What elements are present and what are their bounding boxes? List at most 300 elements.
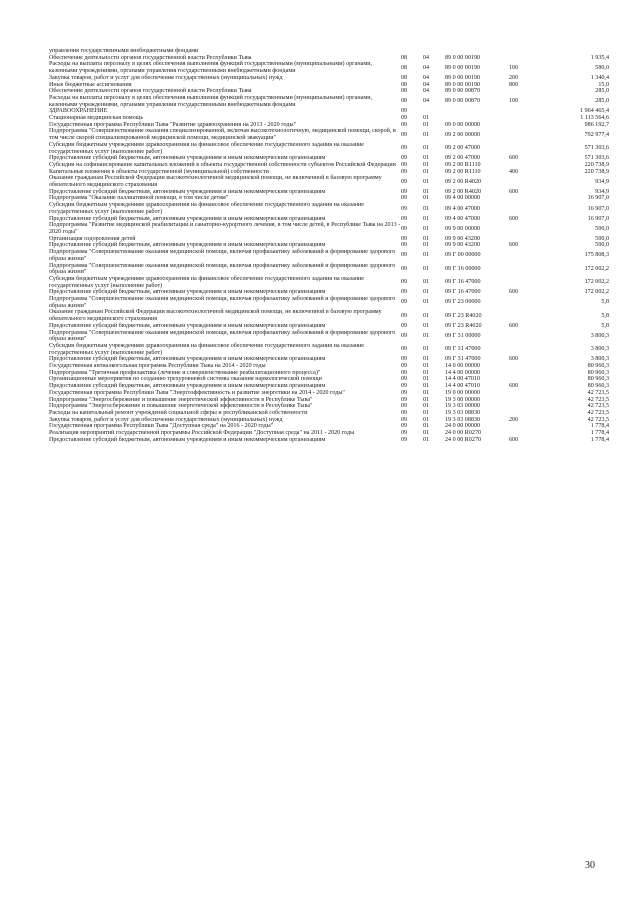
row-name: управления государственными внебюджетными фондами (49, 48, 199, 54)
row-amount: 80 960,3 (587, 363, 609, 370)
row-expense-type: 600 (509, 322, 519, 329)
table-row (49, 162, 609, 169)
row-amount: 15,0 (598, 81, 609, 88)
row-name: Иные бюджетные ассигнования (49, 81, 132, 88)
row-subsection: 01 (423, 363, 430, 370)
row-name: Государственная программа Республики Тыва "Развитие здравоохранения на 2013 - 2020 годы" (49, 121, 297, 128)
row-amount: 792 977,4 (584, 131, 609, 138)
row-subsection: 01 (423, 423, 430, 430)
row-subsection: 01 (423, 396, 430, 403)
row-target-article: 19 3 03 00000 (445, 403, 481, 410)
row-expense-type: 600 (509, 215, 519, 222)
row-subsection: 01 (423, 299, 430, 306)
row-name: Предоставление субсидий бюджетным, автономным учреждениям и иным некоммерческим организациям (49, 383, 326, 390)
row-amount: 42 723,5 (587, 403, 609, 410)
row-expense-type: 600 (509, 242, 519, 249)
row-section: 09 (401, 369, 408, 376)
row-expense-type (509, 162, 541, 169)
row-section: 09 (401, 299, 408, 306)
row-expense-type (509, 142, 541, 155)
row-expense-type (509, 390, 541, 397)
row-subsection: 01 (423, 356, 430, 363)
row-section: 09 (401, 168, 408, 175)
row-target-article: 14 4 00 47010 (445, 376, 481, 383)
row-subsection: 01 (423, 436, 430, 443)
row-section: 08 (401, 88, 408, 95)
row-target-article: 09 Г 23 R4020 (445, 312, 482, 319)
budget-table-container (49, 48, 609, 443)
row-amount: 500,0 (595, 235, 609, 242)
table-row (49, 61, 609, 74)
row-section: 09 (401, 115, 408, 122)
row-target-article: 09 2 00 R1110 (445, 168, 481, 175)
row-target-article: 24 0 00 00000 (445, 423, 481, 430)
row-expense-type: 100 (509, 64, 519, 71)
row-name: Субсидии бюджетным учреждениям здравоохранения на финансовое обеспечение государственного задания на оказание государственных услуг (выполнение работ) (49, 275, 365, 289)
row-target-article: 09 Г 31 00000 (445, 332, 481, 339)
row-expense-type (509, 249, 541, 262)
row-section: 09 (401, 121, 408, 128)
row-subsection: 01 (423, 225, 430, 232)
row-section: 09 (401, 235, 408, 242)
row-section: 09 (401, 322, 408, 329)
row-expense-type (509, 410, 541, 417)
row-section: 09 (401, 145, 408, 152)
row-name: Предоставление субсидий бюджетным, автономным учреждениям и иным некоммерческим организациям (49, 215, 326, 222)
row-name: Подпрограмма "Совершенствование оказания медицинской помощи, включая профилактику заболеваний и формирование здорового образа жизни" (49, 249, 396, 262)
row-amount: 80 960,3 (587, 376, 609, 383)
row-expense-type: 100 (509, 98, 519, 105)
row-section: 09 (401, 195, 408, 202)
row-target-article (445, 108, 509, 115)
row-name: Государственная программа Республики Тыва "Доступная среда" на 2016 - 2020 годы" (49, 423, 274, 430)
row-expense-type (509, 296, 541, 309)
row-amount: 5,8 (601, 322, 609, 329)
row-name: Подпрограмма "Развитие медицинской реабилитации и санаторно-курортного лечения, в том числе детей, в Республике Тыва на 2013 - 2020 годы" (49, 222, 401, 235)
row-subsection: 01 (423, 205, 430, 212)
row-amount: 1 113 564,6 (580, 115, 609, 122)
row-target-article: 19 3 00 00000 (445, 396, 481, 403)
row-subsection: 01 (423, 332, 430, 339)
row-section: 09 (401, 346, 408, 353)
row-amount: 220 738,9 (584, 168, 609, 175)
table-row (49, 175, 609, 188)
row-expense-type: 400 (509, 168, 519, 175)
row-name: Подпрограмма "Оказание паллиативной помощи, в том числе детям" (49, 195, 229, 202)
row-name: Субсидии бюджетным учреждениям здравоохранения на финансовое обеспечение государственного задания на оказание государственных услуг (выполнение работ) (49, 202, 365, 215)
row-target-article: 09 Г 16 00000 (445, 265, 481, 272)
row-section: 09 (401, 363, 408, 370)
row-section: 09 (401, 215, 408, 222)
table-row (49, 363, 609, 370)
table-row (49, 222, 609, 235)
row-subsection: 01 (423, 265, 430, 272)
row-expense-type (509, 115, 541, 122)
row-subsection: 04 (423, 64, 430, 71)
row-target-article (445, 115, 509, 122)
row-section: 09 (401, 396, 408, 403)
row-expense-type (509, 195, 541, 202)
row-amount: 5,8 (601, 299, 609, 306)
row-name: Субсидии на софинансирование капитальных вложений в объекты государственной собственности субъектов Российской Федерации (49, 161, 396, 168)
row-subsection: 01 (423, 376, 430, 383)
row-target-article (445, 48, 509, 55)
row-section: 09 (401, 188, 408, 195)
table-row (49, 202, 609, 215)
row-expense-type: 200 (509, 74, 519, 81)
table-row (49, 48, 609, 55)
row-section: 09 (401, 131, 408, 138)
row-amount: 285,0 (595, 98, 609, 105)
row-subsection: 01 (423, 430, 430, 437)
row-target-article: 19 0 00 00000 (445, 389, 481, 396)
row-target-article: 09 2 00 R4020 (445, 188, 482, 195)
row-expense-type (509, 363, 541, 370)
row-amount: 16 907,0 (587, 205, 609, 212)
row-subsection: 01 (423, 161, 430, 168)
row-target-article: 09 Г 23 R4020 (445, 322, 482, 329)
row-subsection: 01 (423, 115, 430, 122)
table-row (49, 383, 609, 390)
row-amount: 3 800,3 (590, 332, 609, 339)
row-name: Подпрограмма "Третичная профилактика (лечение и совершенствование реабилитационного процесса)" (49, 369, 321, 376)
row-amount: 16 907,0 (587, 215, 609, 222)
row-amount: 1 778,4 (590, 430, 609, 437)
row-expense-type (509, 122, 541, 129)
row-target-article: 09 Г 31 47000 (445, 356, 481, 363)
row-amount: 80 960,3 (587, 383, 609, 390)
row-subsection (423, 48, 445, 55)
row-expense-type (509, 108, 541, 115)
table-row (49, 276, 609, 289)
row-subsection: 01 (423, 279, 430, 286)
row-amount: 580,0 (595, 64, 609, 71)
row-amount: 571 303,6 (584, 155, 609, 162)
row-section: 09 (401, 242, 408, 249)
row-subsection: 04 (423, 88, 430, 95)
table-row (49, 75, 609, 82)
row-section: 09 (401, 416, 408, 423)
row-target-article: 09 4 00 00000 (445, 195, 481, 202)
row-expense-type (509, 236, 541, 243)
row-target-article: 89 0 00 00190 (445, 64, 481, 71)
row-section: 09 (401, 430, 408, 437)
row-section: 09 (401, 332, 408, 339)
table-row (49, 249, 609, 262)
row-expense-type: 200 (509, 416, 519, 423)
row-target-article: 09 4 00 47000 (445, 215, 481, 222)
row-subsection: 04 (423, 74, 430, 81)
row-expense-type (509, 263, 541, 276)
row-expense-type: 600 (509, 436, 519, 443)
row-target-article: 14 4 00 47010 (445, 383, 481, 390)
row-amount: 220 738,9 (584, 161, 609, 168)
row-subsection: 04 (423, 98, 430, 105)
row-subsection: 01 (423, 383, 430, 390)
row-target-article: 09 2 00 00000 (445, 131, 481, 138)
row-amount: 1 964 465,4 (580, 108, 609, 115)
row-name: Оказание гражданам Российской Федерации высокотехнологичной медицинской помощи, не включенной в базовую программу обязательного медицинского страхования (49, 175, 382, 189)
row-expense-type: 600 (509, 155, 519, 162)
row-amount: 934,9 (595, 178, 609, 185)
row-name: Организация оздоровления детей (49, 235, 136, 242)
row-name: Подпрограмма "Совершенствование оказания медицинской помощи, включая профилактику заболеваний и формирование здорового образа жизни" (49, 262, 396, 276)
row-target-article: 09 2 00 R1110 (445, 161, 481, 168)
row-section: 09 (401, 155, 408, 162)
row-subsection: 01 (423, 145, 430, 152)
row-expense-type: 600 (509, 383, 519, 390)
row-amount: 42 723,5 (587, 409, 609, 416)
row-section: 08 (401, 64, 408, 71)
row-subsection: 01 (423, 369, 430, 376)
row-amount: 571 303,6 (584, 145, 609, 152)
row-target-article: 09 Г 00 00000 (445, 252, 481, 259)
table-row (49, 155, 609, 162)
row-amount: 500,0 (595, 225, 609, 232)
row-expense-type: 600 (509, 188, 519, 195)
row-name: Организационные мероприятия по созданию трехуровневой системы оказания наркологической помощи (49, 376, 322, 383)
row-amount: 175 808,3 (584, 252, 609, 259)
row-section: 09 (401, 356, 408, 363)
row-name: Обеспечение деятельности органов государственной власти Республики Тыва (49, 88, 252, 95)
row-amount: 500,0 (595, 242, 609, 249)
row-target-article: 89 0 00 00190 (445, 81, 481, 88)
row-name: Предоставление субсидий бюджетным, автономным учреждениям и иным некоммерческим организациям (49, 242, 326, 249)
row-subsection: 01 (423, 155, 430, 162)
table-row (49, 108, 609, 115)
row-name: Государственная антиалкогольная программа Республики Тыва на 2014 - 2020 годы (49, 363, 266, 370)
row-amount: 934,9 (595, 188, 609, 195)
row-section: 09 (401, 376, 408, 383)
row-amount: 1 340,4 (590, 74, 609, 81)
row-section: 09 (401, 225, 408, 232)
table-row (49, 343, 609, 356)
row-expense-type (509, 330, 541, 343)
row-amount: 172 002,2 (584, 279, 609, 286)
row-target-article: 09 2 00 R4020 (445, 178, 482, 185)
row-target-article: 09 9 00 43200 (445, 242, 481, 249)
row-subsection: 01 (423, 289, 430, 296)
row-name: Предоставление субсидий бюджетным, автономным учреждениям и иным некоммерческим организациям (49, 155, 326, 162)
row-subsection: 04 (423, 81, 430, 88)
row-subsection (423, 108, 445, 115)
row-name: Обеспечение деятельности органов государственной власти Республики Тыва (49, 54, 252, 61)
table-row (49, 296, 609, 309)
row-amount: 16 907,0 (587, 195, 609, 202)
table-row (49, 263, 609, 276)
row-target-article: 19 3 03 08830 (445, 416, 481, 423)
row-expense-type: 600 (509, 356, 519, 363)
row-subsection: 01 (423, 346, 430, 353)
row-expense-type (509, 55, 541, 62)
row-section: 09 (401, 205, 408, 212)
row-subsection: 01 (423, 389, 430, 396)
row-target-article: 24 0 00 R0270 (445, 430, 482, 437)
row-target-article: 09 0 00 00000 (445, 121, 481, 128)
row-expense-type (509, 88, 541, 95)
row-target-article: 09 2 00 47000 (445, 155, 481, 162)
row-section: 09 (401, 289, 408, 296)
row-amount: 1 778,4 (590, 423, 609, 430)
row-amount: 172 002,2 (584, 265, 609, 272)
row-subsection: 01 (423, 121, 430, 128)
row-subsection: 01 (423, 215, 430, 222)
table-row (49, 115, 609, 122)
row-target-article: 09 Г 16 47000 (445, 289, 481, 296)
row-amount: 285,0 (595, 88, 609, 95)
row-name: Предоставление субсидий бюджетным, автономным учреждениям и иным некоммерческим организациям (49, 356, 326, 363)
row-subsection: 01 (423, 242, 430, 249)
row-section: 09 (401, 403, 408, 410)
row-name: Подпрограмма "Энергосбережение и повышение энергетической эффективности в Республике Тыва" (49, 403, 313, 410)
table-row (49, 437, 609, 444)
row-target-article: 09 Г 31 47000 (445, 346, 481, 353)
row-section: 09 (401, 409, 408, 416)
row-amount: 42 723,5 (587, 396, 609, 403)
row-name: Расходы на выплаты персоналу в целях обеспечения выполнения функций государственными (муниципальными) органами, казенными учреждениями, органами управления государственными внебюджетными фондами (49, 94, 372, 108)
row-name: Расходы на выплаты персоналу в целях обеспечения выполнения функций государственными (муниципальными) органами, казенными учреждениями, органами управления государственными внебюджетными фондами (49, 61, 372, 75)
row-expense-type (509, 276, 541, 289)
row-amount: 42 723,5 (587, 416, 609, 423)
row-section: 08 (401, 81, 408, 88)
row-amount: 3 800,3 (590, 356, 609, 363)
budget-table (49, 48, 609, 443)
row-expense-type (509, 202, 541, 215)
row-expense-type (509, 222, 541, 235)
row-name: Субсидии бюджетным учреждениям здравоохранения на финансовое обеспечение государственного задания на оказание государственных услуг (выполнение работ) (49, 141, 365, 155)
row-target-article: 09 Г 23 00000 (445, 299, 481, 306)
row-name: Субсидии бюджетным учреждениям здравоохранения на финансовое обеспечение государственного задания на оказание государственных услуг (выполнение работ) (49, 342, 365, 356)
page-number: 30 (585, 860, 595, 871)
row-amount: 5,8 (601, 312, 609, 319)
row-section: 09 (401, 178, 408, 185)
row-subsection: 01 (423, 252, 430, 259)
row-section: 09 (401, 436, 408, 443)
row-expense-type (509, 430, 541, 437)
row-amount: 172 002,2 (584, 289, 609, 296)
row-name: Предоставление субсидий бюджетным, автономным учреждениям и иным некоммерческим организациям (49, 436, 326, 443)
row-name: Реализация мероприятий государственной программы Российской Федерации "Доступная среда" на 2011 - 2020 годы (49, 430, 355, 437)
row-expense-type (509, 343, 541, 356)
row-section: 08 (401, 74, 408, 81)
row-expense-type (509, 403, 541, 410)
row-name: Предоставление субсидий бюджетным, автономным учреждениям и иным некоммерческим организациям (49, 322, 326, 329)
budget-table-body (49, 48, 609, 443)
table-row (49, 95, 609, 108)
row-subsection: 01 (423, 195, 430, 202)
row-amount: 80 960,3 (587, 369, 609, 376)
row-section (401, 48, 423, 55)
row-amount (541, 48, 609, 55)
row-target-article: 24 0 00 R0270 (445, 436, 482, 443)
row-section: 09 (401, 161, 408, 168)
row-amount: 42 723,5 (587, 389, 609, 396)
row-name: Подпрограмма "Совершенствование оказания специализированной, включая высокотехнологичную, медицинской помощи, скорой, в том числе скорой специализированной медицинской помощи, медицинской эвакуации" (49, 128, 396, 142)
row-section: 09 (401, 423, 408, 430)
row-expense-type (509, 423, 541, 430)
row-name: Закупка товаров, работ и услуг для обеспечения государственных (муниципальных) нужд (49, 416, 283, 423)
row-expense-type: 800 (509, 81, 519, 88)
table-row (49, 410, 609, 417)
row-subsection: 01 (423, 409, 430, 416)
row-target-article: 09 Г 16 47000 (445, 279, 481, 286)
row-target-article: 89 0 00 00190 (445, 54, 481, 61)
row-subsection: 01 (423, 312, 430, 319)
row-target-article: 19 3 03 08830 (445, 409, 481, 416)
table-row (49, 142, 609, 155)
row-expense-type (509, 48, 541, 55)
row-section: 08 (401, 54, 408, 61)
table-row (49, 330, 609, 343)
row-subsection: 01 (423, 416, 430, 423)
row-section: 09 (401, 265, 408, 272)
table-row (49, 390, 609, 397)
row-section: 09 (401, 252, 408, 259)
row-target-article: 09 9 00 00000 (445, 225, 481, 232)
table-row (49, 128, 609, 141)
row-name: Закупка товаров, работ и услуг для обеспечения государственных (муниципальных) нужд (49, 74, 283, 81)
row-expense-type (509, 397, 541, 404)
row-name: Капитальные вложения в объекты государственной (муниципальной) собственности (49, 168, 269, 175)
row-name: Подпрограмма "Совершенствование оказания медицинской помощи, включая профилактику заболеваний и формирование здорового образа жизни" (49, 296, 396, 309)
table-row (49, 88, 609, 95)
row-name: Государственная программа Республики Тыва "Энергоэффективность и развитие энергетики на 2014 - 2020 годы" (49, 389, 345, 396)
row-subsection: 04 (423, 54, 430, 61)
row-amount: 1 778,4 (590, 436, 609, 443)
table-row (49, 309, 609, 322)
row-subsection: 01 (423, 188, 430, 195)
row-name: ЗДРАВООХРАНЕНИЕ (49, 108, 108, 115)
row-target-article: 09 4 00 47000 (445, 205, 481, 212)
row-section: 09 (401, 312, 408, 319)
row-target-article: 09 2 00 47000 (445, 145, 481, 152)
row-section: 08 (401, 98, 408, 105)
table-row (49, 323, 609, 330)
row-expense-type (509, 370, 541, 377)
row-expense-type (509, 175, 541, 188)
row-target-article: 14 0 00 00000 (445, 363, 481, 370)
row-target-article: 89 0 00 00190 (445, 74, 481, 81)
row-name: Подпрограмма "Совершенствование оказания медицинской помощи, включая профилактику заболеваний и формирование здорового образа жизни" (49, 329, 396, 343)
row-name: Подпрограмма "Энергосбережение и повышение энергетической эффективности в Республике Тыва" (49, 396, 313, 403)
row-section: 09 (401, 279, 408, 286)
row-name: Стационарная медицинская помощь (49, 115, 144, 122)
row-name: Предоставление субсидий бюджетным, автономным учреждениям и иным некоммерческим организациям (49, 289, 326, 296)
row-subsection: 01 (423, 322, 430, 329)
row-name: Предоставление субсидий бюджетным, автономным учреждениям и иным некоммерческим организациям (49, 188, 326, 195)
table-row (49, 289, 609, 296)
row-subsection: 01 (423, 131, 430, 138)
row-target-article: 14 4 00 00000 (445, 369, 481, 376)
row-subsection: 01 (423, 235, 430, 242)
row-section: 09 (401, 383, 408, 390)
row-subsection: 01 (423, 403, 430, 410)
table-row (49, 403, 609, 410)
row-target-article: 89 0 00 00870 (445, 88, 481, 95)
row-target-article: 09 9 00 43200 (445, 235, 481, 242)
table-row (49, 430, 609, 437)
row-amount: 986 192,7 (584, 121, 609, 128)
row-section: 09 (401, 108, 408, 115)
row-name: Оказание гражданам Российской Федерации высокотехнологичной медицинской помощи, не включенной в базовую программу обязательного медицинского страхования (49, 309, 382, 323)
row-target-article: 89 0 00 00870 (445, 98, 481, 105)
row-subsection: 01 (423, 168, 430, 175)
row-subsection: 01 (423, 178, 430, 185)
row-amount: 1 935,4 (590, 54, 609, 61)
row-name: Расходы на капитальный ремонт учреждений социальной сферы и республиканской собственности (49, 409, 308, 416)
row-expense-type (509, 376, 541, 383)
row-expense-type: 600 (509, 289, 519, 296)
